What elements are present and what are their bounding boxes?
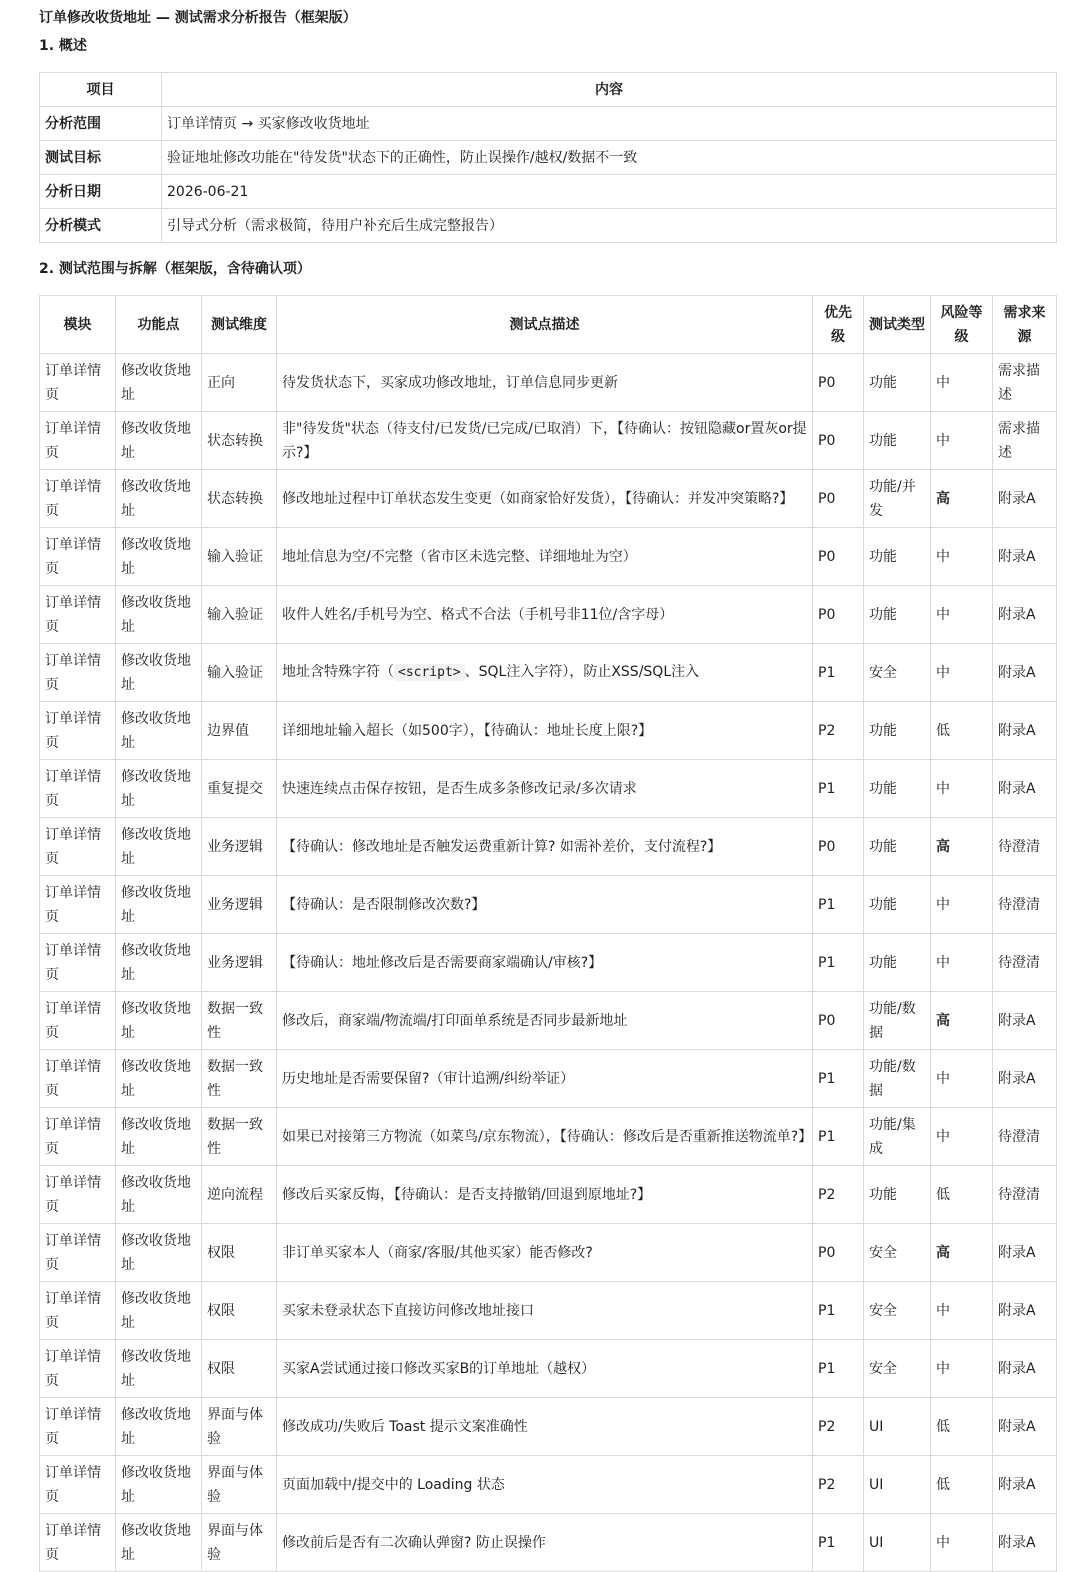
- description-cell: 页面加载中/提交中的 Loading 状态: [277, 1456, 813, 1514]
- module-cell: 订单详情页: [40, 934, 116, 992]
- source-cell: 附录A: [993, 1514, 1057, 1572]
- test-type-cell: UI: [864, 1514, 931, 1572]
- dimension-cell: 边界值: [202, 702, 277, 760]
- module-cell: 订单详情页: [40, 818, 116, 876]
- description-cell: 修改前后是否有二次确认弹窗? 防止误操作: [277, 1514, 813, 1572]
- description-cell: 地址信息为空/不完整（省市区未选完整、详细地址为空）: [277, 528, 813, 586]
- feature-cell: 修改收货地址: [116, 644, 202, 702]
- overview-label: 测试目标: [40, 141, 162, 175]
- module-cell: 订单详情页: [40, 1398, 116, 1456]
- feature-cell: 修改收货地址: [116, 1050, 202, 1108]
- column-header-item: 项目: [40, 73, 162, 107]
- test-type-cell: 功能/数据: [864, 1050, 931, 1108]
- priority-cell: P1: [813, 1108, 864, 1166]
- test-type-cell: 功能: [864, 934, 931, 992]
- feature-cell: 修改收货地址: [116, 412, 202, 470]
- risk-level-cell: 中: [931, 412, 993, 470]
- description-text: 地址含特殊字符（: [282, 664, 394, 680]
- dimension-cell: 状态转换: [202, 470, 277, 528]
- risk-level-cell: 低: [931, 1166, 993, 1224]
- description-cell: 历史地址是否需要保留?（审计追溯/纠纷举证）: [277, 1050, 813, 1108]
- feature-cell: 修改收货地址: [116, 1340, 202, 1398]
- table-row: [40, 644, 1057, 702]
- priority-cell: P0: [813, 412, 864, 470]
- dimension-cell: 输入验证: [202, 528, 277, 586]
- module-cell: 订单详情页: [40, 354, 116, 412]
- dimension-cell: 权限: [202, 1282, 277, 1340]
- dimension-cell: 界面与体验: [202, 1398, 277, 1456]
- table-row: [40, 760, 1057, 818]
- source-cell: 附录A: [993, 1282, 1057, 1340]
- priority-cell: P1: [813, 644, 864, 702]
- feature-cell: 修改收货地址: [116, 934, 202, 992]
- dimension-cell: 业务逻辑: [202, 876, 277, 934]
- dimension-cell: 重复提交: [202, 760, 277, 818]
- description-cell: 如果已对接第三方物流（如菜鸟/京东物流），【待确认：修改后是否重新推送物流单?】: [277, 1108, 813, 1166]
- overview-label: 分析模式: [40, 209, 162, 243]
- column-header-priority: 优先级: [813, 296, 864, 354]
- test-type-cell: 功能/数据: [864, 992, 931, 1050]
- source-cell: 附录A: [993, 702, 1057, 760]
- module-cell: 订单详情页: [40, 1514, 116, 1572]
- priority-cell: P0: [813, 470, 864, 528]
- source-cell: 附录A: [993, 1050, 1057, 1108]
- risk-level-cell: 低: [931, 702, 993, 760]
- module-cell: 订单详情页: [40, 1224, 116, 1282]
- source-cell: 待澄清: [993, 934, 1057, 992]
- table-row: [40, 702, 1057, 760]
- feature-cell: 修改收货地址: [116, 760, 202, 818]
- priority-cell: P2: [813, 1456, 864, 1514]
- test-type-cell: 安全: [864, 1282, 931, 1340]
- source-cell: 附录A: [993, 760, 1057, 818]
- test-type-cell: 功能: [864, 528, 931, 586]
- table-row: [40, 1166, 1057, 1224]
- table-row: [40, 934, 1057, 992]
- risk-level-cell: 中: [931, 1340, 993, 1398]
- risk-level-cell: 中: [931, 1050, 993, 1108]
- table-row: [40, 470, 1057, 528]
- description-cell: 买家未登录状态下直接访问修改地址接口: [277, 1282, 813, 1340]
- test-type-cell: 功能: [864, 354, 931, 412]
- risk-level-cell: 低: [931, 1398, 993, 1456]
- description-cell: 修改后买家反悔，【待确认：是否支持撤销/回退到原地址?】: [277, 1166, 813, 1224]
- table-row: [40, 586, 1057, 644]
- test-scope-table: [39, 295, 1057, 1572]
- test-type-cell: 安全: [864, 644, 931, 702]
- source-cell: 待澄清: [993, 876, 1057, 934]
- priority-cell: P1: [813, 1050, 864, 1108]
- feature-cell: 修改收货地址: [116, 992, 202, 1050]
- module-cell: 订单详情页: [40, 644, 116, 702]
- description-cell: 收件人姓名/手机号为空、格式不合法（手机号非11位/含字母）: [277, 586, 813, 644]
- risk-level-cell: 中: [931, 760, 993, 818]
- test-type-cell: 功能: [864, 1166, 931, 1224]
- column-header-risk: 风险等级: [931, 296, 993, 354]
- risk-level-cell: 高: [931, 1224, 993, 1282]
- table-row: [40, 1050, 1057, 1108]
- priority-cell: P2: [813, 1398, 864, 1456]
- dimension-cell: 界面与体验: [202, 1456, 277, 1514]
- overview-row: [40, 141, 1057, 175]
- description-text: 、SQL注入字符），防止XSS/SQL注入: [464, 664, 700, 680]
- table-row: [40, 412, 1057, 470]
- source-cell: 待澄清: [993, 1108, 1057, 1166]
- feature-cell: 修改收货地址: [116, 354, 202, 412]
- test-type-cell: 安全: [864, 1340, 931, 1398]
- source-cell: 附录A: [993, 1456, 1057, 1514]
- risk-level-cell: 中: [931, 1108, 993, 1166]
- column-header-module: 模块: [40, 296, 116, 354]
- module-cell: 订单详情页: [40, 1050, 116, 1108]
- priority-cell: P2: [813, 1166, 864, 1224]
- table-row: [40, 1340, 1057, 1398]
- overview-row: [40, 107, 1057, 141]
- description-cell: 【待确认：修改地址是否触发运费重新计算? 如需补差价，支付流程?】: [277, 818, 813, 876]
- dimension-cell: 数据一致性: [202, 1108, 277, 1166]
- risk-level-cell: 中: [931, 876, 993, 934]
- feature-cell: 修改收货地址: [116, 1166, 202, 1224]
- priority-cell: P1: [813, 1282, 864, 1340]
- feature-cell: 修改收货地址: [116, 702, 202, 760]
- overview-row: [40, 209, 1057, 243]
- dimension-cell: 权限: [202, 1224, 277, 1282]
- dimension-cell: 业务逻辑: [202, 818, 277, 876]
- module-cell: 订单详情页: [40, 1108, 116, 1166]
- test-type-cell: 功能: [864, 586, 931, 644]
- overview-header-row: [40, 73, 1057, 107]
- priority-cell: P1: [813, 876, 864, 934]
- risk-level-cell: 中: [931, 1282, 993, 1340]
- source-cell: 待澄清: [993, 1166, 1057, 1224]
- module-cell: 订单详情页: [40, 586, 116, 644]
- feature-cell: 修改收货地址: [116, 528, 202, 586]
- table-row: [40, 528, 1057, 586]
- description-cell: 修改后，商家端/物流端/打印面单系统是否同步最新地址: [277, 992, 813, 1050]
- module-cell: 订单详情页: [40, 412, 116, 470]
- section-overview-heading: 1. 概述: [39, 38, 87, 54]
- dimension-cell: 输入验证: [202, 586, 277, 644]
- inline-code: <script>: [394, 664, 465, 681]
- module-cell: 订单详情页: [40, 528, 116, 586]
- test-type-cell: 功能: [864, 760, 931, 818]
- priority-cell: P0: [813, 528, 864, 586]
- test-type-cell: 功能: [864, 702, 931, 760]
- test-type-cell: 功能: [864, 876, 931, 934]
- risk-level-cell: 高: [931, 470, 993, 528]
- module-cell: 订单详情页: [40, 1282, 116, 1340]
- module-cell: 订单详情页: [40, 992, 116, 1050]
- priority-cell: P0: [813, 992, 864, 1050]
- description-cell: 【待确认：地址修改后是否需要商家端确认/审核?】: [277, 934, 813, 992]
- risk-level-cell: 中: [931, 1514, 993, 1572]
- overview-table: [39, 72, 1057, 243]
- dimension-cell: 权限: [202, 1340, 277, 1398]
- source-cell: 附录A: [993, 470, 1057, 528]
- priority-cell: P1: [813, 1514, 864, 1572]
- source-cell: 需求描述: [993, 412, 1057, 470]
- feature-cell: 修改收货地址: [116, 470, 202, 528]
- risk-level-cell: 中: [931, 934, 993, 992]
- overview-label: 分析日期: [40, 175, 162, 209]
- table-row: [40, 354, 1057, 412]
- risk-level-cell: 中: [931, 644, 993, 702]
- priority-cell: P0: [813, 354, 864, 412]
- description-cell: 修改地址过程中订单状态发生变更（如商家恰好发货），【待确认：并发冲突策略?】: [277, 470, 813, 528]
- dimension-cell: 业务逻辑: [202, 934, 277, 992]
- source-cell: 附录A: [993, 528, 1057, 586]
- feature-cell: 修改收货地址: [116, 1514, 202, 1572]
- dimension-cell: 正向: [202, 354, 277, 412]
- dimension-cell: 输入验证: [202, 644, 277, 702]
- source-cell: 附录A: [993, 586, 1057, 644]
- priority-cell: P1: [813, 934, 864, 992]
- priority-cell: P1: [813, 760, 864, 818]
- column-header-source: 需求来源: [993, 296, 1057, 354]
- feature-cell: 修改收货地址: [116, 1108, 202, 1166]
- table-row: [40, 992, 1057, 1050]
- risk-level-cell: 高: [931, 818, 993, 876]
- table-row: [40, 876, 1057, 934]
- source-cell: 附录A: [993, 1398, 1057, 1456]
- test-type-cell: 功能/集成: [864, 1108, 931, 1166]
- source-cell: 附录A: [993, 1340, 1057, 1398]
- feature-cell: 修改收货地址: [116, 818, 202, 876]
- module-cell: 订单详情页: [40, 1340, 116, 1398]
- table-row: [40, 1224, 1057, 1282]
- source-cell: 需求描述: [993, 354, 1057, 412]
- table-row: [40, 1456, 1057, 1514]
- module-cell: 订单详情页: [40, 1456, 116, 1514]
- test-type-cell: UI: [864, 1456, 931, 1514]
- table-row: [40, 1398, 1057, 1456]
- description-cell: 买家A尝试通过接口修改买家B的订单地址（越权）: [277, 1340, 813, 1398]
- column-header-test-type: 测试类型: [864, 296, 931, 354]
- priority-cell: P0: [813, 586, 864, 644]
- description-cell: 详细地址输入超长（如500字），【待确认：地址长度上限?】: [277, 702, 813, 760]
- dimension-cell: 状态转换: [202, 412, 277, 470]
- column-header-description: 测试点描述: [277, 296, 813, 354]
- overview-value: 引导式分析（需求极简，待用户补充后生成完整报告）: [162, 209, 1057, 243]
- risk-level-cell: 中: [931, 586, 993, 644]
- table-row: [40, 1514, 1057, 1572]
- description-cell: 非"待发货"状态（待支付/已发货/已完成/已取消）下，【待确认：按钮隐藏or置灰or提示?】: [277, 412, 813, 470]
- overview-value: 2026-06-21: [162, 175, 1057, 209]
- description-cell: 待发货状态下，买家成功修改地址，订单信息同步更新: [277, 354, 813, 412]
- module-cell: 订单详情页: [40, 1166, 116, 1224]
- module-cell: 订单详情页: [40, 760, 116, 818]
- module-cell: 订单详情页: [40, 470, 116, 528]
- feature-cell: 修改收货地址: [116, 586, 202, 644]
- dimension-cell: 数据一致性: [202, 1050, 277, 1108]
- source-cell: 附录A: [993, 644, 1057, 702]
- module-cell: 订单详情页: [40, 876, 116, 934]
- table-row: [40, 1282, 1057, 1340]
- source-cell: 待澄清: [993, 818, 1057, 876]
- description-cell: 非订单买家本人（商家/客服/其他买家）能否修改?: [277, 1224, 813, 1282]
- feature-cell: 修改收货地址: [116, 1456, 202, 1514]
- risk-level-cell: 中: [931, 354, 993, 412]
- priority-cell: P2: [813, 702, 864, 760]
- dimension-cell: 逆向流程: [202, 1166, 277, 1224]
- priority-cell: P0: [813, 818, 864, 876]
- feature-cell: 修改收货地址: [116, 1398, 202, 1456]
- column-header-content: 内容: [162, 73, 1057, 107]
- priority-cell: P0: [813, 1224, 864, 1282]
- description-cell: 快速连续点击保存按钮，是否生成多条修改记录/多次请求: [277, 760, 813, 818]
- source-cell: 附录A: [993, 992, 1057, 1050]
- document-title: 订单修改收货地址 — 测试需求分析报告（框架版）: [39, 10, 357, 26]
- dimension-cell: 数据一致性: [202, 992, 277, 1050]
- feature-cell: 修改收货地址: [116, 876, 202, 934]
- test-type-cell: 功能: [864, 818, 931, 876]
- feature-cell: 修改收货地址: [116, 1282, 202, 1340]
- test-type-cell: 功能: [864, 412, 931, 470]
- priority-cell: P1: [813, 1340, 864, 1398]
- test-type-cell: UI: [864, 1398, 931, 1456]
- column-header-feature: 功能点: [116, 296, 202, 354]
- column-header-dimension: 测试维度: [202, 296, 277, 354]
- risk-level-cell: 中: [931, 528, 993, 586]
- description-cell: 修改成功/失败后 Toast 提示文案准确性: [277, 1398, 813, 1456]
- risk-level-cell: 低: [931, 1456, 993, 1514]
- overview-row: [40, 175, 1057, 209]
- overview-value: 订单详情页 → 买家修改收货地址: [162, 107, 1057, 141]
- overview-value: 验证地址修改功能在"待发货"状态下的正确性，防止误操作/越权/数据不一致: [162, 141, 1057, 175]
- description-cell: [277, 644, 813, 702]
- table-row: [40, 818, 1057, 876]
- test-type-cell: 功能/并发: [864, 470, 931, 528]
- feature-cell: 修改收货地址: [116, 1224, 202, 1282]
- test-type-cell: 安全: [864, 1224, 931, 1282]
- dimension-cell: 界面与体验: [202, 1514, 277, 1572]
- description-cell: 【待确认：是否限制修改次数?】: [277, 876, 813, 934]
- module-cell: 订单详情页: [40, 702, 116, 760]
- section-scope-heading: 2. 测试范围与拆解（框架版，含待确认项）: [39, 261, 311, 277]
- table-row: [40, 1108, 1057, 1166]
- overview-label: 分析范围: [40, 107, 162, 141]
- scope-header-row: [40, 296, 1057, 354]
- source-cell: 附录A: [993, 1224, 1057, 1282]
- risk-level-cell: 高: [931, 992, 993, 1050]
